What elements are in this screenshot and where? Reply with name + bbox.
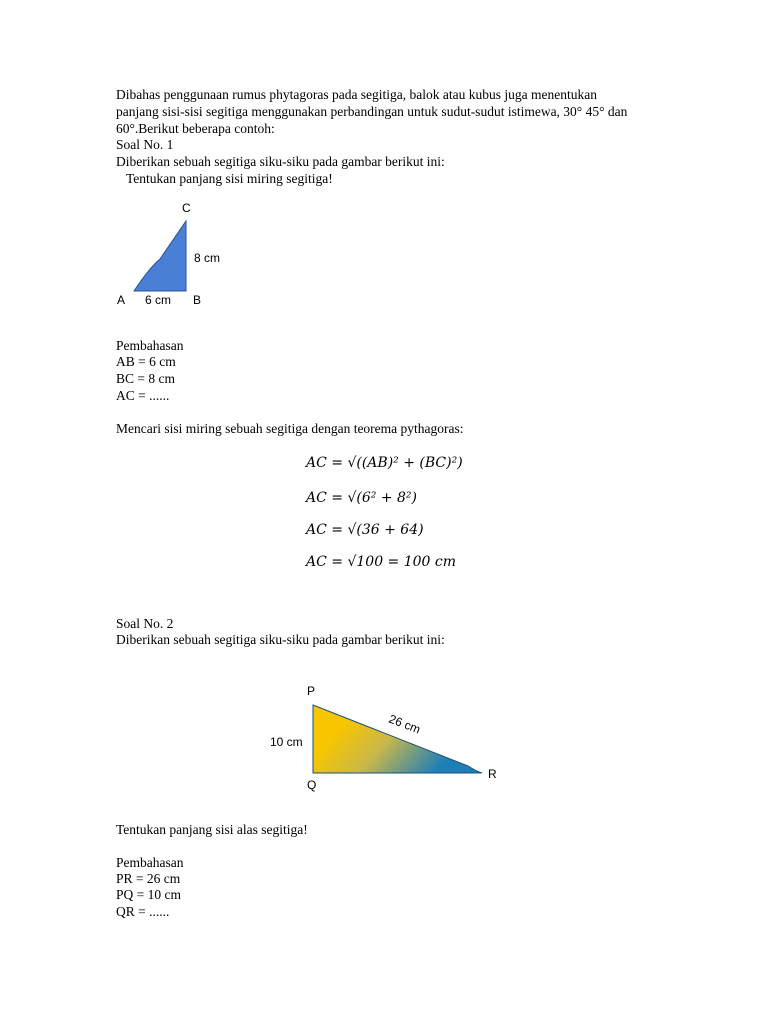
intro-paragraph — [116, 86, 676, 137]
vertex-label-a: A — [117, 293, 126, 307]
side-label-pr: 26 cm — [386, 711, 423, 737]
soal-1-pembahasan-heading: Pembahasan — [116, 338, 184, 353]
soal-1-task: Tentukan panjang sisi miring segitiga! — [126, 171, 333, 186]
triangle-pqr-figure — [260, 675, 510, 800]
given-bc: BC = 8 cm — [116, 371, 175, 386]
intro-line-3: 60°.Berikut beberapa contoh: — [116, 121, 275, 136]
equation-4: AC = √100 = 100 cm — [306, 554, 457, 570]
intro-line-1: Dibahas penggunaan rumus phytagoras pada segitiga, balok atau kubus juga menentukan — [116, 87, 597, 102]
equation-1: AC = √((AB)² + (BC)²) — [306, 455, 463, 471]
equation-2: AC = √(6² + 8²) — [306, 490, 417, 506]
soal-1-method: Mencari sisi miring sebuah segitiga dengan teorema pythagoras: — [116, 421, 464, 436]
soal-2-task: Tentukan panjang sisi alas segitiga! — [116, 822, 308, 837]
equation-3: AC = √(36 + 64) — [306, 522, 424, 538]
given-ab: AB = 6 cm — [116, 354, 176, 369]
side-label-bc: 8 cm — [194, 251, 221, 265]
soal-1-description: Diberikan sebuah segitiga siku-siku pada gambar berikut ini: — [116, 154, 445, 169]
given-pr: PR = 26 cm — [116, 871, 181, 886]
vertex-label-q: Q — [307, 778, 317, 792]
vertex-label-c: C — [182, 201, 191, 215]
vertex-label-p: P — [307, 684, 316, 698]
triangle-abc-shape — [134, 221, 186, 291]
intro-line-2: panjang sisi-sisi segitiga menggunakan perbandingan untuk sudut-sudut istimewa, 30° 45° dan — [116, 104, 628, 119]
side-label-pq: 10 cm — [270, 735, 303, 749]
given-pq: PQ = 10 cm — [116, 887, 181, 902]
soal-1-title: Soal No. 1 — [116, 137, 174, 152]
soal-2-pembahasan-heading: Pembahasan — [116, 855, 184, 870]
given-ac: AC = ...... — [116, 388, 170, 403]
side-label-ab: 6 cm — [145, 293, 172, 307]
vertex-label-b: B — [193, 293, 202, 307]
vertex-label-r: R — [488, 767, 497, 781]
triangle-abc-figure — [110, 195, 250, 315]
soal-2-title: Soal No. 2 — [116, 616, 174, 631]
soal-2-description: Diberikan sebuah segitiga siku-siku pada gambar berikut ini: — [116, 632, 445, 647]
given-qr: QR = ...... — [116, 904, 170, 919]
